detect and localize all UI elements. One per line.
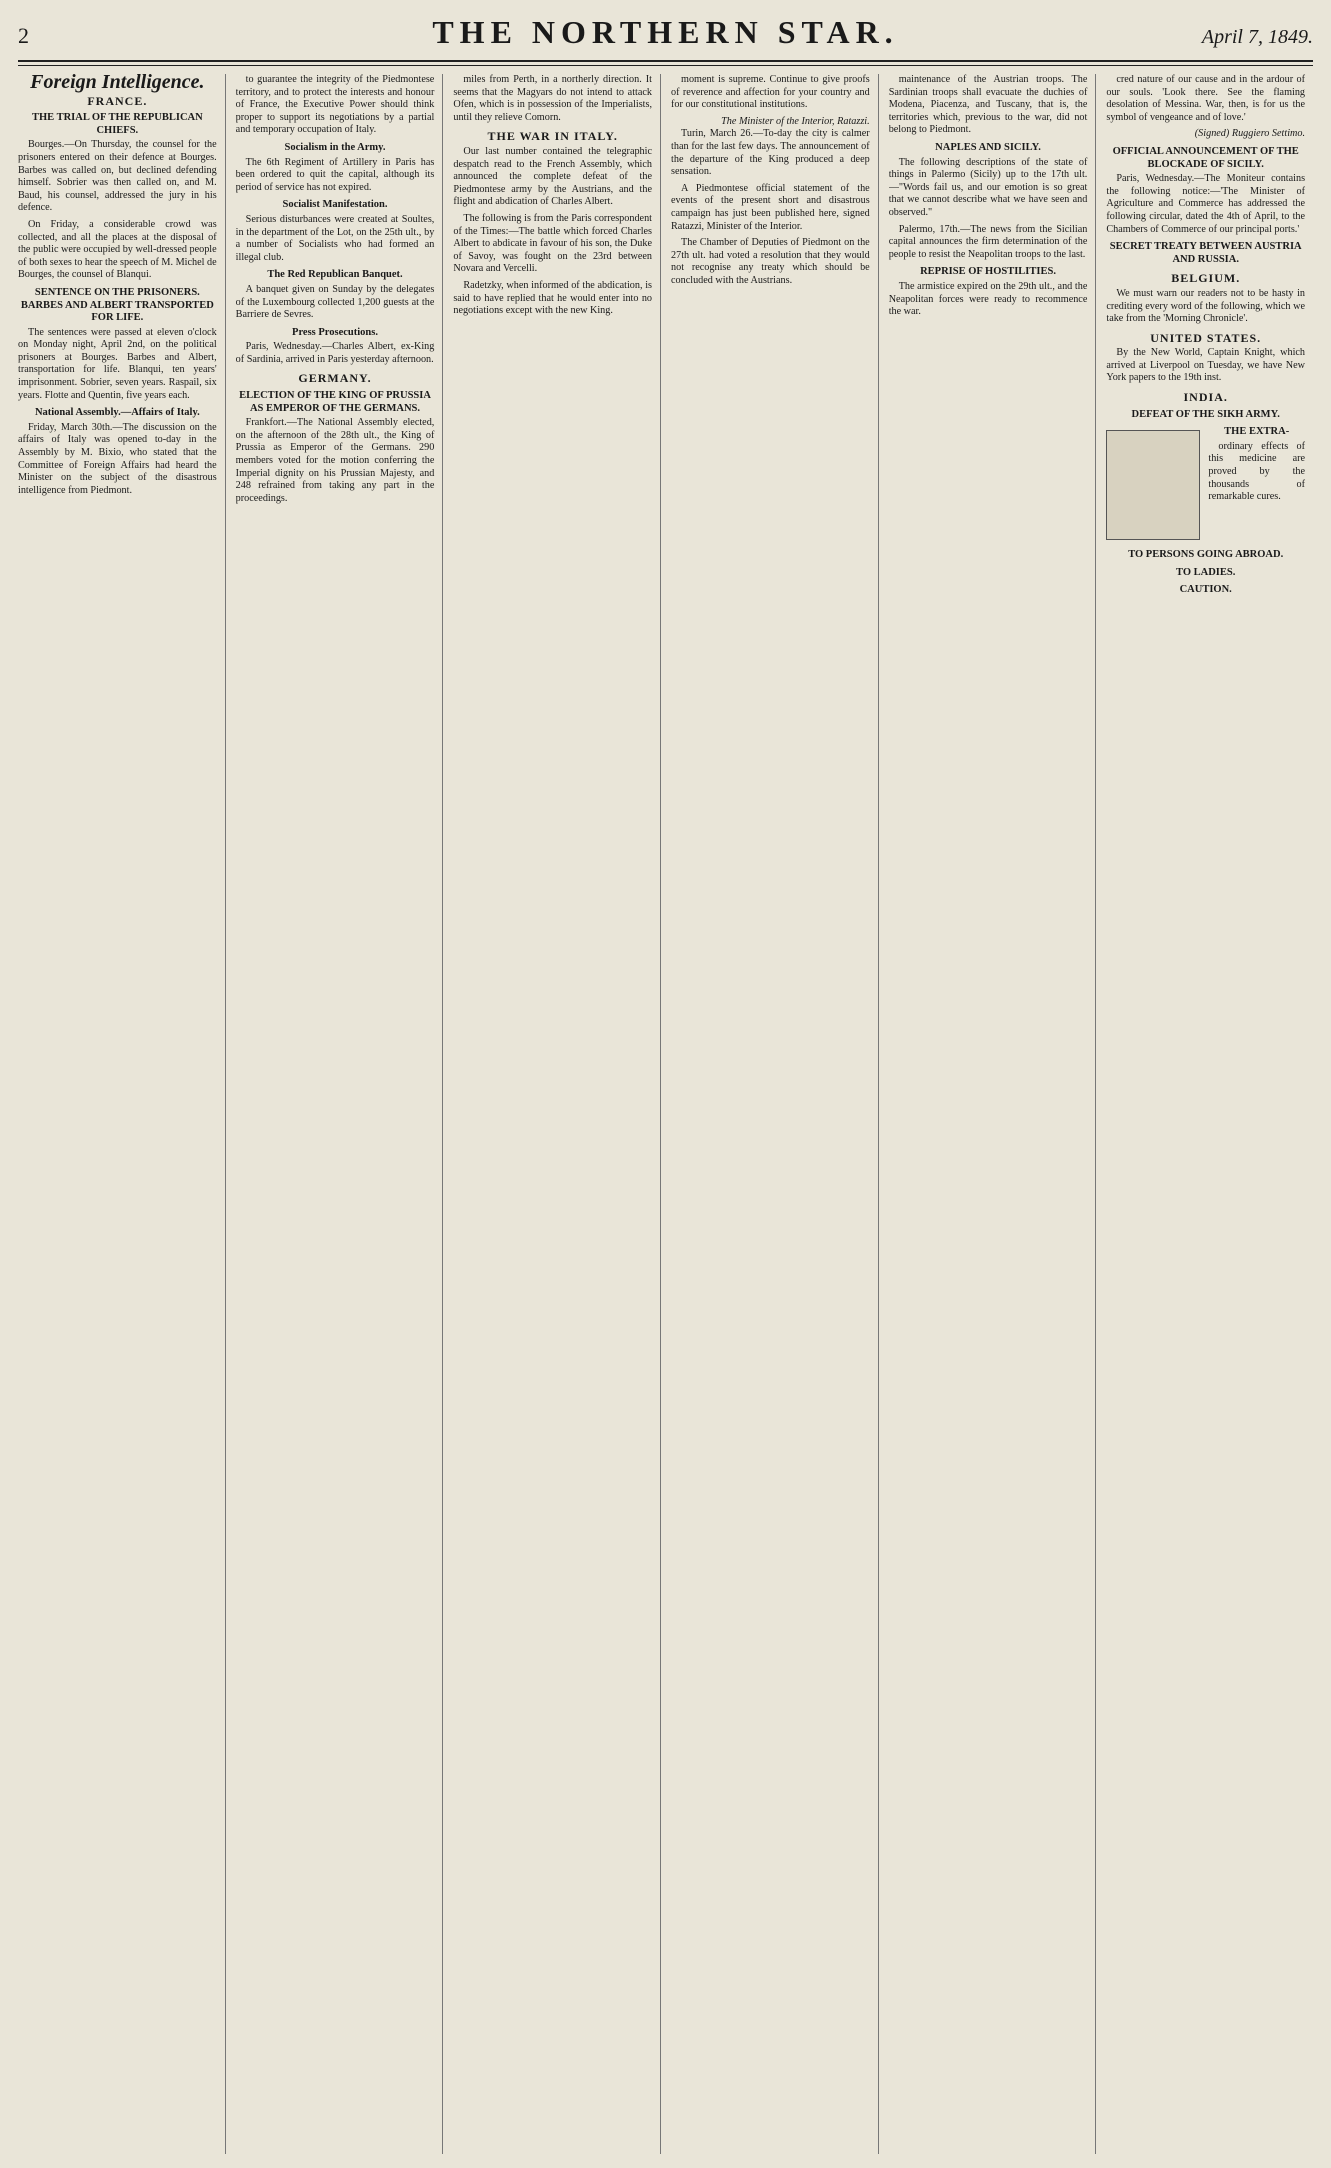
article-paragraph: The 6th Regiment of Artillery in Paris has been ordered to quit the capital, although its period of service has not expired. (235, 156, 435, 193)
heading-naples: NAPLES AND SICILY. (935, 141, 1041, 153)
article-paragraph: Friday, March 30th.—The discussion on the affairs of Italy was opened to-day in the Assembly by M. Bixio, who stated that the Committee of Foreign Affairs had heard the Minister on the subject of the disastrous intelligence from Piedmont. (18, 421, 217, 496)
heading-sikh-defeat: DEFEAT OF THE SIKH ARMY. (1131, 408, 1280, 420)
column-3 (453, 74, 661, 2154)
article-paragraph: to guarantee the integrity of the Piedmontese territory, and to protect the interests and honour of France, the Executive Power should think proper to support its negotiations by a partial and temporary occupation of Italy. (235, 74, 435, 136)
heading-socialism: Socialism in the Army. (284, 141, 386, 153)
column-2 (236, 74, 444, 2154)
heading-united-states: UNITED STATES. (1150, 330, 1262, 345)
article-paragraph: We must warn our readers not to be hasty in crediting every word of the following, which we take from the 'Morning Chronicle'. (1106, 287, 1306, 325)
heading-war-italy: THE WAR IN ITALY. (487, 129, 618, 144)
article-paragraph: Paris, Wednesday.—Charles Albert, ex-King of Sardinia, arrived in Paris yesterday afternoon. (235, 341, 435, 365)
heading-germany: GERMANY. (298, 371, 372, 386)
column-5 (889, 74, 1097, 2154)
heading-going-abroad: TO PERSONS GOING ABROAD. (1128, 549, 1284, 561)
heading-secret-treaty: SECRET TREATY BETWEEN AUSTRIA AND RUSSIA. (1109, 241, 1302, 265)
article-paragraph: Turin, March 26.—To-day the city is calmer than for the last few days. The announcement of the departure of the King produced a deep sensation. (671, 128, 870, 178)
advertisement (1106, 426, 1305, 544)
heading-sentence: SENTENCE ON THE PRISONERS. BARBES AND ALBERT TRANSPORTED FOR LIFE. (20, 286, 214, 324)
heading-election: ELECTION OF THE KING OF PRUSSIA AS EMPEROR OF THE GERMANS. (239, 390, 431, 414)
portrait-engraving (1106, 430, 1200, 540)
heading-extra: THE EXTRA- (1224, 426, 1290, 438)
column-4 (671, 74, 879, 2154)
article-paragraph: cred nature of our cause and in the ardour of our souls. 'Look there. See the flaming desolation of Messina. War, then, is for us the symbol of vengeance and of love.' (1106, 74, 1306, 123)
article-paragraph: A Piedmontese official statement of the events of the present short and disastrous campaign has just been published here, signed Ratazzi, Minister of the Interior. (671, 182, 870, 232)
masthead-rule (18, 65, 1313, 66)
article-paragraph: Bourges.—On Thursday, the counsel for the prisoners entered on their defence at Bourges. Barbes was called on, but declined defending himself. Sobrier was then called on, and M. Baud, his counsel, addressed the jury in his defence. (18, 139, 217, 214)
article-paragraph: The following descriptions of the state of things in Palermo (Sicily) up to the 17th ult.—"Words fail us, and our emotion is so great that we cannot describe what we have seen and observed." (888, 156, 1088, 218)
article-paragraph: The following is from the Paris correspondent of the Times:—The battle which forced Charles Albert to abdicate in favour of his son, the Duke of Savoy, was fought on the 23rd between Novara and Vercelli. (453, 212, 653, 275)
columns (18, 74, 1313, 2154)
article-paragraph: miles from Perth, in a northerly direction. It seems that the Magyars do not intend to attack Ofen, which is in possession of the Imperialists, until they relieve Comorn. (453, 74, 653, 123)
page-number: 2 (18, 23, 29, 48)
signature: The Minister of the Interior, Ratazzi. (721, 115, 870, 127)
article-paragraph: Paris, Wednesday.—The Moniteur contains the following notice:—'The Minister of Agriculture and Commerce has addressed the following circular, dated the 4th of April, to the Chambers of Commerce of our principal ports.' (1106, 173, 1306, 235)
article-paragraph: The sentences were passed at eleven o'clock on Monday night, April 2nd, on the political prisoners at Bourges. Barbes and Albert, transportation for life. Blanqui, ten years' imprisonment. Sobrier, seven years. Raspail, six years. Flotte and Quentin, five years each. (18, 326, 217, 401)
article-paragraph: The Chamber of Deputies of Piedmont on the 27th ult. had voted a resolution that they would not recognise any treaty which should be concluded with the Austrians. (671, 237, 870, 286)
article-paragraph: On Friday, a considerable crowd was collected, and all the places at the disposal of the public were occupied by well-dressed people of both sexes to hear the speech of M. Michel de Bourges, the counsel of Blanqui. (18, 218, 217, 281)
article-paragraph: Our last number contained the telegraphic despatch read to the French Assembly, which announced the complete defeat of the Piedmontese army by the Austrians, and the flight and abdication of Charles Albert. (453, 145, 653, 208)
article-paragraph: By the New World, Captain Knight, which arrived at Liverpool on Tuesday, we have New York papers to the 19th inst. (1106, 347, 1306, 384)
article-paragraph: Palermo, 17th.—The news from the Sicilian capital announces the firm determination of the people to resist the Neapolitan troops to the last. (888, 223, 1088, 260)
heading-assembly: National Assembly.—Affairs of Italy. (34, 407, 200, 419)
section-heading: Foreign Intelligence. (30, 74, 205, 93)
column-1 (18, 74, 226, 2154)
article-paragraph: A banquet given on Sunday by the delegates of the Luxembourg collected 1,200 guests at the Barriere de Sevres. (235, 283, 435, 321)
article-paragraph: Frankfort.—The National Assembly elected, on the afternoon of the 28th ult., the King of Prussia as Emperor of the Germans. 290 members voted for the motion conferring the Imperial dignity on his Prussian Majesty, and 248 refrained from taking any part in the proceedings. (235, 417, 435, 504)
heading-reprise: REPRISE OF HOSTILITIES. (920, 266, 1056, 278)
column-6 (1106, 74, 1313, 2154)
article-paragraph: Serious disturbances were created at Soultes, in the department of the Lot, on the 25th ult., by a number of Socialists who had formed an illegal club. (235, 213, 435, 263)
article-paragraph: maintenance of the Austrian troops. The Sardinian troops shall evacuate the duchies of Modena, Piacenza, and Tuscany, that is, the territories which, previous to the war, did not belong to Piedmont. (888, 74, 1088, 136)
heading-trial: THE TRIAL OF THE REPUBLICAN CHIEFS. (31, 112, 203, 136)
masthead (18, 14, 1313, 62)
heading-manifestation: Socialist Manifestation. (282, 199, 388, 211)
heading-press: Press Prosecutions. (292, 326, 378, 338)
issue-date: April 7, 1849. (1201, 26, 1313, 48)
heading-belgium: BELGIUM. (1171, 271, 1241, 286)
heading-france: FRANCE. (87, 93, 148, 108)
advertisement-text: ordinary effects of this medicine are proved by the thousands of remarkable cures. (1208, 440, 1306, 503)
article-paragraph: Radetzky, when informed of the abdication, is said to have replied that he would enter into no negotiations except with the new King. (453, 279, 653, 317)
article-paragraph: moment is supreme. Continue to give proofs of reverence and affection for your country and for our constitutional institutions. (671, 74, 870, 111)
heading-caution: CAUTION. (1179, 584, 1232, 596)
signature: (Signed) Ruggiero Settimo. (1194, 128, 1306, 140)
heading-blockade: OFFICIAL ANNOUNCEMENT OF THE BLOCKADE OF SICILY. (1112, 145, 1299, 170)
newspaper-title: THE NORTHERN STAR. (432, 14, 899, 50)
heading-ladies: TO LADIES. (1176, 566, 1236, 578)
article-paragraph: The armistice expired on the 29th ult., and the Neapolitan forces were ready to recommence the war. (888, 280, 1088, 318)
heading-india: INDIA. (1183, 390, 1228, 405)
heading-banquet: The Red Republican Banquet. (267, 269, 403, 281)
